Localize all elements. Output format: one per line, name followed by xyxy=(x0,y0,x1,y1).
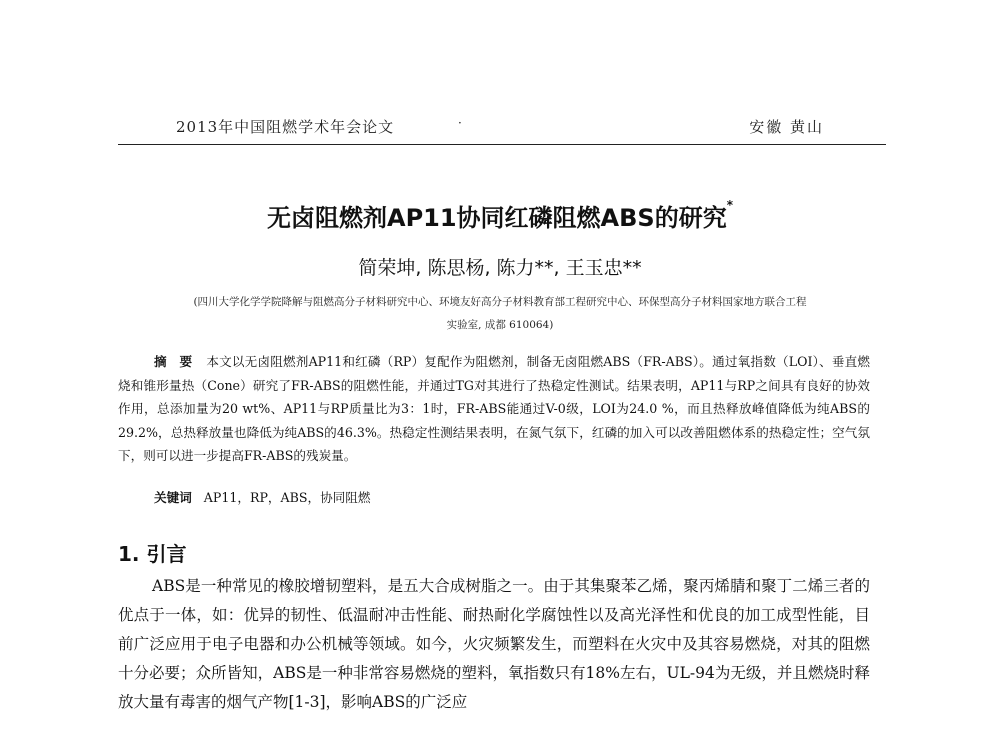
keywords-label: 关键词 xyxy=(154,490,192,505)
affiliation-line-1: (四川大学化学学院降解与阻燃高分子材料研究中心、环境友好高分子材料教育部工程研究中心、环保型高分子材料国家地方联合工程 xyxy=(193,296,807,308)
abstract xyxy=(118,350,870,468)
paper-title xyxy=(0,198,1000,233)
title-footnote-mark: * xyxy=(726,198,733,212)
keywords-text: AP11，RP，ABS，协同阻燃 xyxy=(203,490,371,505)
abstract-text: 本文以无卤阻燃剂AP11和红磷（RP）复配作为阻燃剂，制备无卤阻燃ABS（FR-ABS）。通过氧指数（LOI）、垂直燃烧和锥形量热（Cone）研究了FR-ABS的阻燃性能，并通过TG对其进行了热稳定性测试。结果表明，AP11与RP之间具有良好的协效作用，总添加量为20 wt%、AP11与RP质量比为3：1时，FR-ABS能通过V-0级，LOI为24.0 %，而且热释放峰值降低为纯ABS的29.2%，总热释放量也降低为纯ABS的46.3%。热稳定性测结果表明，在氮气氛下，红磷的加入可以改善阻燃体系的热稳定性；空气氛下，则可以进一步提高FR-ABS的残炭量。 xyxy=(118,354,871,463)
header-rule xyxy=(118,144,886,145)
introduction-text: ABS是一种常见的橡胶增韧塑料，是五大合成树脂之一。由于其集聚苯乙烯，聚丙烯腈和聚丁二烯三者的优点于一体，如：优异的韧性、低温耐冲击性能、耐热耐化学腐蚀性以及高光泽性和优良的加工成型性能，目前广泛应用于电子电器和办公机械等领域。如今，火灾频繁发生，而塑料在火灾中及其容易燃烧，对其的阻燃十分必要；众所皆知，ABS是一种非常容易燃烧的塑料，氧指数只有18%左右，UL-94为无级，并且燃烧时释放大量有毒害的烟气产物[1-3]，影响ABS的广泛应 xyxy=(118,577,870,711)
abstract-label: 摘 要 xyxy=(154,354,193,369)
header-conference: 2013年中国阻燃学术年会论文 xyxy=(176,118,395,136)
paper-title-text: 无卤阻燃剂AP11协同红磷阻燃ABS的研究 xyxy=(267,204,727,232)
introduction-paragraph xyxy=(118,572,870,717)
authors: 简荣坤, 陈思杨, 陈力**, 王玉忠** xyxy=(358,257,642,279)
header-location: 安徽 黄山 xyxy=(749,118,824,136)
affiliation-line-2: 实验室, 成都 610064) xyxy=(446,319,554,331)
header-dot: · xyxy=(458,116,462,130)
running-header xyxy=(118,116,886,142)
section-heading-introduction: 1. 引言 xyxy=(118,542,187,566)
keywords xyxy=(154,487,370,506)
